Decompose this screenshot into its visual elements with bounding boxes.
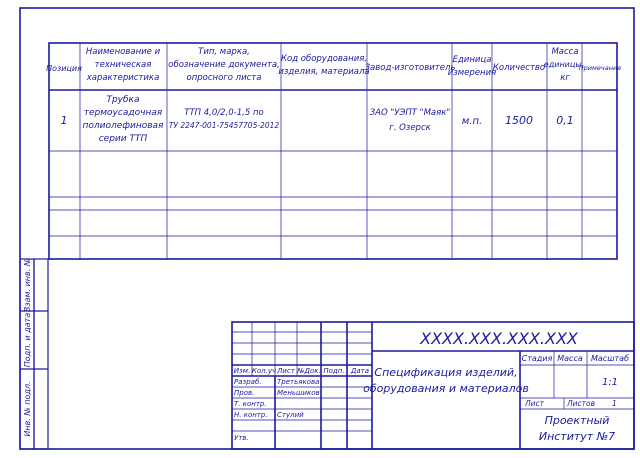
side-podp-data: Подп. и дата: [23, 312, 32, 368]
row1-mass: 0,1: [556, 114, 574, 127]
header-code-line2: изделия, материала: [278, 67, 370, 77]
header-mass-line3: кг: [560, 73, 570, 83]
header-type-line2: обозначение документа,: [168, 60, 280, 70]
row1-name-line2: термоусадочная: [83, 108, 163, 118]
masshtab-label: Масштаб: [590, 354, 630, 363]
header-type-line3: опросного листа: [186, 73, 262, 83]
listov-label: Листов: [567, 399, 596, 408]
org-line2: Институт №7: [538, 430, 616, 443]
col-podp: Подп.: [323, 367, 345, 375]
header-unit-line2: измерения: [447, 68, 497, 78]
list-label: Лист: [525, 399, 545, 408]
doc-title-line2: оборудования и материалов: [363, 382, 529, 395]
prov-label: Пров.: [234, 389, 255, 397]
header-name-line2: техническая: [94, 60, 152, 70]
stadiya-label: Стадия: [521, 354, 553, 363]
header-unit-line1: Единица: [452, 55, 492, 65]
header-mass-line1: Масса: [551, 47, 579, 57]
org-line1: Проектный: [544, 414, 610, 427]
prov-name: Меньшиков: [277, 389, 320, 397]
razrab-label: Разраб.: [234, 378, 262, 386]
header-qty: Количество: [492, 63, 546, 73]
header-maker: Завод-изготовитель: [364, 63, 456, 73]
row1-name-line4: серии ТТП: [98, 134, 148, 144]
col-koluch: Кол.уч: [251, 367, 277, 375]
razrab-name: Третьякова: [277, 378, 320, 386]
tkontr-label: Т. контр.: [234, 400, 267, 408]
row1-maker-line1: ЗАО "УЭПТ "Маяк": [369, 108, 451, 118]
row1-position: 1: [60, 114, 68, 127]
header-name-line3: характеристика: [86, 73, 160, 83]
side-inv-zam: Взам. инв. №: [23, 257, 32, 313]
header-type-line1: Тип, марка,: [198, 47, 250, 57]
col-ndok: №Док.: [297, 367, 321, 375]
scale-value: 1:1: [601, 377, 619, 388]
header-note: Примечание: [578, 64, 622, 72]
header-mass-line2: единицы,: [543, 60, 585, 69]
title-block: [232, 322, 634, 449]
header-name-line1: Наименование и: [85, 47, 161, 57]
col-izm: Изм.: [233, 367, 251, 375]
header-code-line1: Код оборудования,: [280, 54, 368, 64]
col-list: Лист: [277, 367, 295, 375]
listov-value: 1: [612, 399, 617, 408]
side-stamp: [20, 258, 48, 449]
nkontr-label: Н. контр.: [234, 411, 268, 419]
row1-name-line1: Трубка: [106, 95, 140, 105]
row1-type-line2: ТУ 2247-001-75457705-2012: [168, 121, 280, 130]
row1-maker-line2: г. Озерск: [389, 123, 431, 133]
spec-table: [46, 43, 621, 259]
utv-label: Утв.: [234, 434, 249, 442]
massa-label: Масса: [557, 354, 583, 363]
nkontr-name: Стулий: [277, 411, 304, 419]
col-data: Дата: [350, 367, 370, 375]
doc-title-line1: Спецификация изделий,: [374, 366, 518, 379]
designation: ХХХХ.ХХХ.ХХХ.ХХХ: [420, 329, 578, 348]
row1-type-line1: ТТП 4,0/2,0-1,5 по: [184, 108, 264, 118]
side-inv-podl: Инв. № подл.: [23, 381, 32, 437]
header-position: Позиция: [46, 64, 82, 73]
row1-unit: м.п.: [461, 116, 483, 127]
row1-name-line3: полиолефиновая: [82, 121, 164, 131]
row1-qty: 1500: [505, 114, 533, 127]
